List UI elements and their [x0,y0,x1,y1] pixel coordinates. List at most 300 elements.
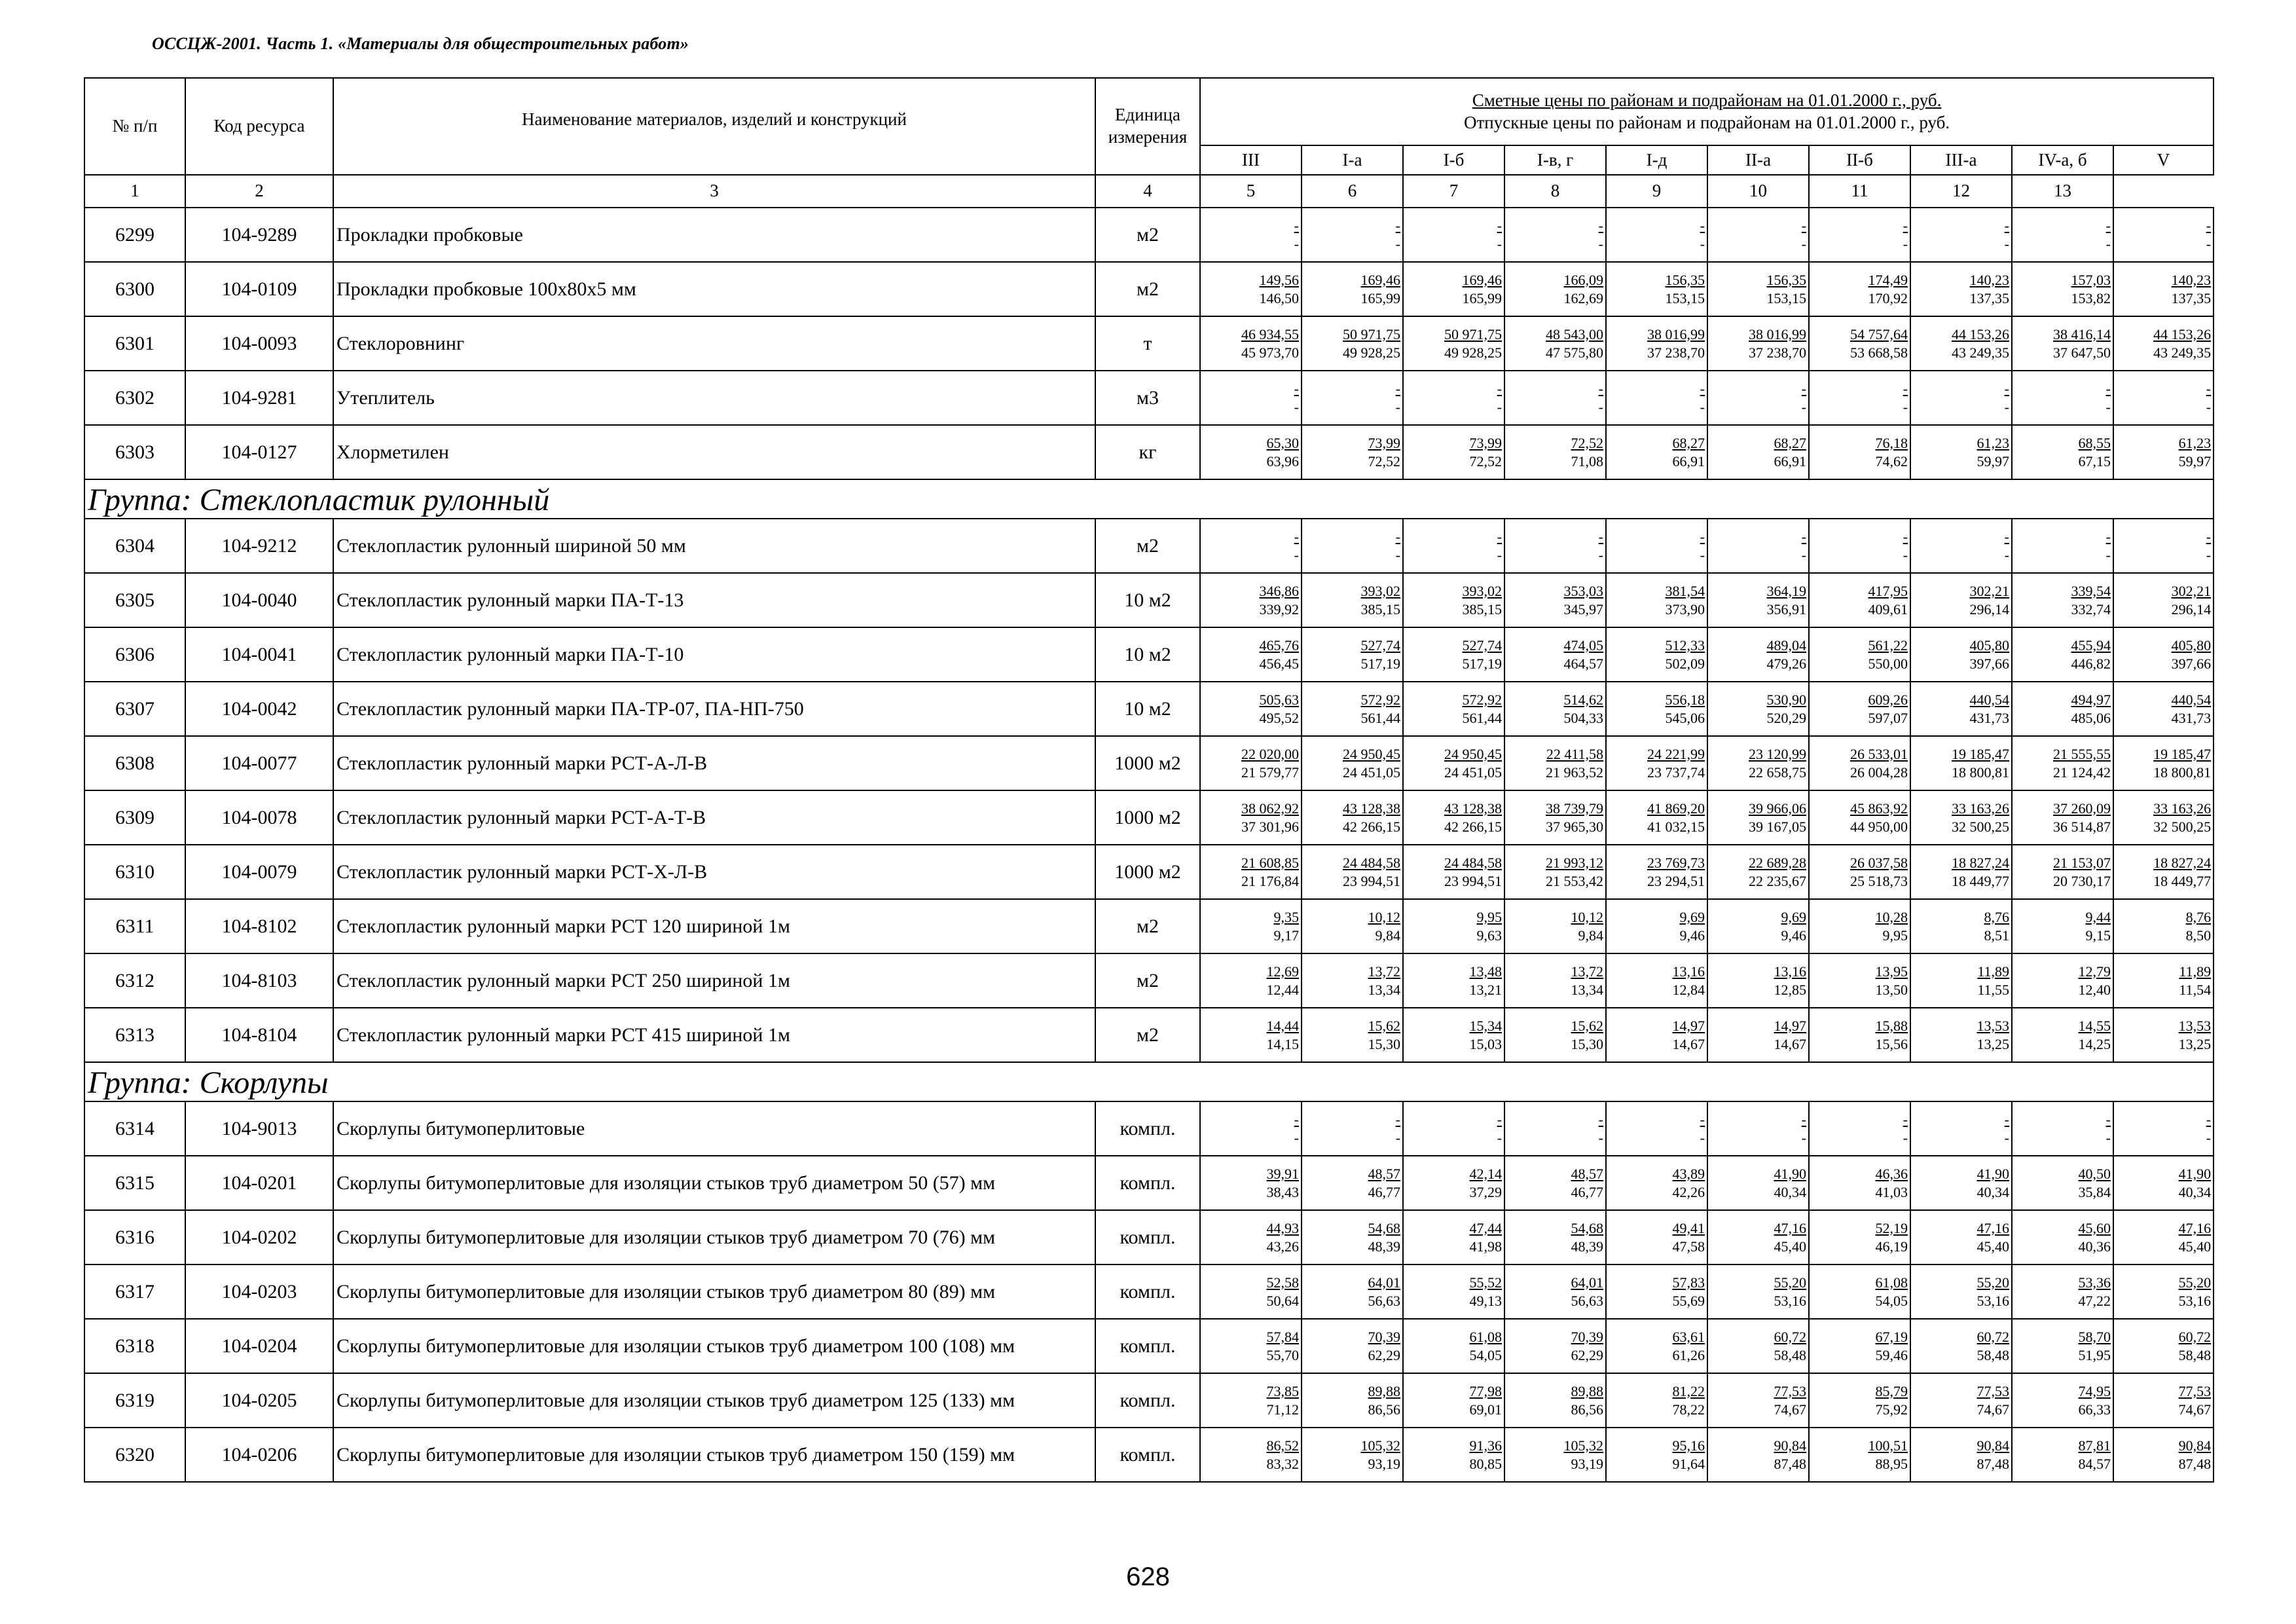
release-price: 72,52 [1469,452,1502,470]
row-number: 6299 [84,208,185,262]
price-cell [1200,425,1302,479]
release-price: 50,64 [1266,1292,1299,1309]
price-cell [1403,790,1504,845]
release-price: 86,56 [1571,1401,1603,1418]
estimated-price: 13,95 [1875,963,1908,980]
price-cell [2012,627,2113,682]
release-price: - [2206,1129,2212,1146]
release-price: 18 449,77 [1952,872,2009,889]
resource-code: 104-9289 [185,208,333,262]
release-price: 69,01 [1469,1401,1502,1418]
price-cell [1809,316,1910,371]
release-price: - [1395,235,1400,252]
release-price: 339,92 [1259,600,1299,618]
release-price: - [1497,1129,1502,1146]
column-number: 13 [2012,175,2113,208]
estimated-price: 38 016,99 [1749,325,1806,342]
price-cell [1403,316,1504,371]
price-cell [1200,953,1302,1008]
release-price: 18 800,81 [2153,764,2212,781]
price-table-container [84,77,2213,1483]
estimated-price: 10,28 [1875,908,1908,925]
release-price: 86,56 [1368,1401,1400,1418]
release-price: 504,33 [1563,709,1603,726]
table-body [84,208,2214,1482]
price-cell [2113,682,2214,736]
price-cell [1403,425,1504,479]
price-cell [1707,736,1809,790]
estimated-price: 47,44 [1469,1219,1502,1236]
unit-of-measure: компл. [1095,1373,1200,1428]
estimated-price: 11,89 [2179,963,2212,980]
estimated-price: 68,27 [1672,434,1705,451]
release-price: - [1497,235,1502,252]
estimated-price: 47,16 [1774,1219,1806,1236]
estimated-price: 76,18 [1875,434,1908,451]
release-price: 162,69 [1563,289,1603,306]
price-cell [1504,1210,1606,1264]
price-cell [2012,1264,2113,1319]
estimated-price: 72,52 [1571,434,1603,451]
release-price: 495,52 [1259,709,1299,726]
release-price: 54,05 [1875,1292,1908,1309]
price-cell [1707,573,1809,627]
release-price: 56,63 [1368,1292,1400,1309]
material-name: Стеклопластик рулонный марки РСТ 415 шириной 1м [333,1008,1095,1062]
price-cell [1200,790,1302,845]
price-cell [2113,371,2214,425]
release-price: 87,48 [1774,1455,1806,1472]
estimated-price: 48,57 [1571,1165,1603,1182]
estimated-price: - [1700,1111,1705,1128]
unit-of-measure: 10 м2 [1095,573,1200,627]
price-cell [1707,899,1809,953]
estimated-price: 45,60 [2078,1219,2111,1236]
estimated-price: 9,95 [1476,908,1502,925]
price-cell [1504,316,1606,371]
estimated-price: - [2004,380,2009,397]
release-price: 93,19 [1571,1455,1603,1472]
price-cell [1504,953,1606,1008]
price-cell [1910,682,2012,736]
estimated-price: 169,46 [1360,271,1400,288]
release-price: 62,29 [1368,1346,1400,1363]
price-cell [1302,425,1403,479]
estimated-price: 38 016,99 [1647,325,1705,342]
column-number: 8 [1504,175,1606,208]
price-cell [2113,1428,2214,1482]
release-price: 49,13 [1469,1292,1502,1309]
release-price: 137,35 [2171,289,2212,306]
price-cell [1606,1319,1707,1373]
column-number: 5 [1200,175,1302,208]
release-price: 40,36 [2078,1238,2111,1255]
estimated-price: 22 689,28 [1749,854,1806,871]
estimated-price: 9,69 [1781,908,1806,925]
release-price: 13,34 [1571,981,1603,998]
unit-of-measure: т [1095,316,1200,371]
estimated-price: 13,72 [1571,963,1603,980]
estimated-price: 26 037,58 [1850,854,1908,871]
estimated-price: 23 769,73 [1647,854,1705,871]
price-cell [1910,208,2012,262]
price-cell [1403,845,1504,899]
table-row [84,953,2214,1008]
estimated-price: 381,54 [1665,582,1705,599]
resource-code: 104-0079 [185,845,333,899]
release-price: 11,55 [1977,981,2009,998]
price-cell [1910,573,2012,627]
release-price: 8,51 [1984,927,2009,944]
row-number: 6305 [84,573,185,627]
price-cell [1910,316,2012,371]
group-label: Группа: Скорлупы [84,1062,2214,1101]
estimated-price: 61,08 [1469,1328,1502,1345]
price-cell [1707,1008,1809,1062]
release-price: 53 668,58 [1850,344,1908,361]
material-name: Скорлупы битумоперлитовые [333,1101,1095,1156]
price-cell [1910,1319,2012,1373]
estimated-price: 40,50 [2078,1165,2111,1182]
price-cell [1403,899,1504,953]
price-cell [2012,1210,2113,1264]
estimated-price: 41,90 [1774,1165,1806,1182]
price-cell [1504,1008,1606,1062]
header-resource-code: Код ресурса [185,78,333,175]
price-cell [2113,1008,2214,1062]
price-cell [2113,953,2214,1008]
estimated-price: 37 260,09 [2053,800,2111,817]
price-cell [1606,1210,1707,1264]
release-price: 66,91 [1672,452,1705,470]
estimated-price: 527,74 [1360,637,1400,654]
estimated-price: 9,35 [1273,908,1299,925]
estimated-price: 8,76 [2185,908,2212,925]
price-cell [1302,1210,1403,1264]
price-cell [1910,845,2012,899]
price-cell [2113,262,2214,316]
estimated-price: 572,92 [1462,691,1502,708]
estimated-price: 19 185,47 [2153,745,2212,762]
estimated-price: 54 757,64 [1850,325,1908,342]
resource-code: 104-0202 [185,1210,333,1264]
resource-code: 104-0093 [185,316,333,371]
price-cell [2012,371,2113,425]
region-header: II-а [1707,145,1809,175]
price-cell [1910,627,2012,682]
estimated-price: 77,53 [2178,1382,2212,1399]
release-price: - [1801,546,1806,563]
release-price: 15,56 [1875,1035,1908,1052]
estimated-price: 89,88 [1571,1382,1603,1399]
release-price: 72,52 [1368,452,1400,470]
release-price: 22 658,75 [1749,764,1806,781]
release-price: 71,12 [1266,1401,1299,1418]
estimated-price: 13,53 [2178,1017,2212,1034]
price-cell [1707,845,1809,899]
price-cell [1606,790,1707,845]
resource-code: 104-0205 [185,1373,333,1428]
estimated-price: 21 555,55 [2053,745,2111,762]
release-price: 23 737,74 [1647,764,1705,781]
material-name: Стеклопластик рулонный шириной 50 мм [333,519,1095,573]
price-cell [1707,316,1809,371]
release-price: 39 167,05 [1749,818,1806,835]
price-cell [1707,1319,1809,1373]
material-name: Стеклопластик рулонный марки РСТ 250 шириной 1м [333,953,1095,1008]
release-price: - [1598,398,1603,415]
row-number: 6312 [84,953,185,1008]
release-price: 385,15 [1360,600,1400,618]
release-price: 59,46 [1875,1346,1908,1363]
estimated-price: 39 966,06 [1749,800,1806,817]
release-price: 42,26 [1672,1183,1705,1200]
price-cell [1504,519,1606,573]
release-price: - [2105,1129,2111,1146]
price-cell [1910,1156,2012,1210]
estimated-price: 85,79 [1875,1382,1908,1399]
release-price: - [1395,398,1400,415]
estimated-price: 47,16 [1977,1219,2009,1236]
estimated-price: 73,99 [1368,434,1400,451]
price-cell [1606,736,1707,790]
release-price: 41 032,15 [1647,818,1705,835]
table-row [84,736,2214,790]
estimated-price: 89,88 [1368,1382,1400,1399]
estimated-price: - [1294,380,1299,397]
price-cell [1200,519,1302,573]
material-name: Скорлупы битумоперлитовые для изоляции стыков труб диаметром 150 (159) мм [333,1428,1095,1482]
estimated-price: - [1801,380,1806,397]
release-price: - [1395,1129,1400,1146]
price-cell [1707,1373,1809,1428]
table-row [84,262,2214,316]
unit-of-measure: компл. [1095,1319,1200,1373]
region-header: III [1200,145,1302,175]
price-cell [1200,627,1302,682]
release-price: 53,16 [1977,1292,2009,1309]
price-cell [1302,682,1403,736]
region-header: I-б [1403,145,1504,175]
material-name: Скорлупы битумоперлитовые для изоляции стыков труб диаметром 50 (57) мм [333,1156,1095,1210]
release-price: 45,40 [1774,1238,1806,1255]
release-price: 446,82 [2071,655,2111,672]
resource-code: 104-0203 [185,1264,333,1319]
release-price: 14,25 [2078,1035,2111,1052]
estimated-price: 353,03 [1563,582,1603,599]
release-price: - [1903,235,1908,252]
release-price: 87,48 [1977,1455,2009,1472]
estimated-price: 14,97 [1672,1017,1705,1034]
column-number: 1 [84,175,185,208]
price-cell [1504,1156,1606,1210]
estimated-price: 46,36 [1875,1165,1908,1182]
price-cell [1910,371,2012,425]
column-number: 3 [333,175,1095,208]
estimated-price: 60,72 [1774,1328,1806,1345]
release-price: 21 124,42 [2053,764,2111,781]
estimated-price: 57,84 [1266,1328,1299,1345]
unit-of-measure: компл. [1095,1156,1200,1210]
estimated-price: 24 950,45 [1444,745,1502,762]
release-price: 9,17 [1273,927,1299,944]
release-price: 597,07 [1868,709,1908,726]
table-row [84,1264,2214,1319]
release-price: 545,06 [1665,709,1705,726]
release-price: 15,03 [1469,1035,1502,1052]
price-cell [1606,573,1707,627]
price-cell [2113,1264,2214,1319]
price-cell [1504,899,1606,953]
material-name: Стеклопластик рулонный марки РСТ-Х-Л-В [333,845,1095,899]
release-price: 36 514,87 [2053,818,2111,835]
material-name: Стеклоровнинг [333,316,1095,371]
price-cell [1707,262,1809,316]
release-price: 47 575,80 [1546,344,1603,361]
price-cell [1910,425,2012,479]
estimated-price: - [2105,528,2111,545]
release-price: 74,67 [2178,1401,2212,1418]
estimated-price: - [1294,1111,1299,1128]
estimated-price: - [1700,217,1705,234]
price-cell [1302,627,1403,682]
release-price: 153,82 [2071,289,2111,306]
release-price: 41,03 [1875,1183,1908,1200]
price-cell [1809,627,1910,682]
price-cell [1504,682,1606,736]
release-price: 41,98 [1469,1238,1502,1255]
estimated-price: 474,05 [1563,637,1603,654]
table-row [84,845,2214,899]
resource-code: 104-8103 [185,953,333,1008]
price-cell [1707,519,1809,573]
region-header: I-в, г [1504,145,1606,175]
estimated-price: 55,20 [2178,1274,2212,1291]
price-cell [2113,627,2214,682]
price-cell [2012,845,2113,899]
estimated-price: 156,35 [1665,271,1705,288]
estimated-price: 13,16 [1672,963,1705,980]
price-cell [2113,425,2214,479]
material-name: Прокладки пробковые 100х80х5 мм [333,262,1095,316]
price-cell [1504,790,1606,845]
release-price: 12,84 [1672,981,1705,998]
price-cell [1910,736,2012,790]
release-price: 332,74 [2071,600,2111,618]
estimated-price: 68,27 [1774,434,1806,451]
estimated-price: - [2206,1111,2212,1128]
price-cell [1302,1428,1403,1482]
row-number: 6311 [84,899,185,953]
row-number: 6316 [84,1210,185,1264]
release-price: 9,46 [1781,927,1806,944]
page-number: 628 [1126,1562,1170,1591]
estimated-price: - [1395,380,1400,397]
release-price: 373,90 [1665,600,1705,618]
release-price: 479,26 [1766,655,1806,672]
resource-code: 104-9013 [185,1101,333,1156]
price-cell [1200,845,1302,899]
estimated-price: 405,80 [2171,637,2212,654]
estimated-price: 13,72 [1368,963,1400,980]
estimated-price: 38 416,14 [2053,325,2111,342]
table-row [84,573,2214,627]
price-cell [1200,371,1302,425]
release-price: 59,97 [1977,452,2009,470]
unit-of-measure: м2 [1095,899,1200,953]
estimated-price: 70,39 [1571,1328,1603,1345]
estimated-price: 149,56 [1259,271,1299,288]
price-cell [1200,208,1302,262]
table-row [84,1156,2214,1210]
unit-of-measure: 1000 м2 [1095,845,1200,899]
price-cell [2113,519,2214,573]
release-price: 409,61 [1868,600,1908,618]
price-cell [1707,1210,1809,1264]
estimated-price: 15,34 [1469,1017,1502,1034]
estimated-price: - [2004,217,2009,234]
estimated-price: 65,30 [1266,434,1299,451]
release-price: - [1294,546,1299,563]
table-row [84,519,2214,573]
estimated-price: 87,81 [2078,1437,2111,1454]
price-cell [1403,519,1504,573]
estimated-price: 514,62 [1563,691,1603,708]
release-price: 91,64 [1672,1455,1705,1472]
release-price: - [1700,398,1705,415]
unit-of-measure: м2 [1095,519,1200,573]
release-price: - [1598,235,1603,252]
region-header: III-а [1910,145,2012,175]
price-cell [2012,1319,2113,1373]
price-cell [1403,262,1504,316]
price-cell [1403,1156,1504,1210]
price-cell [1200,682,1302,736]
estimated-price: 12,69 [1266,963,1299,980]
estimated-price: 10,12 [1571,908,1603,925]
row-number: 6300 [84,262,185,316]
estimated-price: 52,19 [1875,1219,1908,1236]
price-cell [1809,899,1910,953]
release-price: - [1700,1129,1705,1146]
group-row [84,1062,2214,1101]
estimated-price: - [1497,217,1502,234]
release-price: 32 500,25 [1952,818,2009,835]
estimated-price: 57,83 [1672,1274,1705,1291]
resource-code: 104-0077 [185,736,333,790]
unit-of-measure: 10 м2 [1095,682,1200,736]
estimated-price: 11,89 [1977,963,2009,980]
material-name: Стеклопластик рулонный марки РСТ 120 шириной 1м [333,899,1095,953]
release-price: 21 176,84 [1241,872,1299,889]
column-number: 9 [1606,175,1707,208]
release-price: 21 579,77 [1241,764,1299,781]
resource-code: 104-0042 [185,682,333,736]
header-release-prices: Отпускные цены по районам и подрайонам на 01.01.2000 г., руб. [1463,112,1950,132]
release-price: 296,14 [1969,600,2009,618]
table-row [84,899,2214,953]
release-price: 37 647,50 [2053,344,2111,361]
material-name: Стеклопластик рулонный марки ПА-ТР-07, ПА-НП-750 [333,682,1095,736]
estimated-price: 24 221,99 [1647,745,1705,762]
estimated-price: 346,86 [1259,582,1299,599]
price-cell [2012,1008,2113,1062]
price-cell [1606,845,1707,899]
price-cell [1302,953,1403,1008]
release-price: 46,77 [1368,1183,1400,1200]
estimated-price: - [2105,217,2111,234]
price-cell [1707,425,1809,479]
